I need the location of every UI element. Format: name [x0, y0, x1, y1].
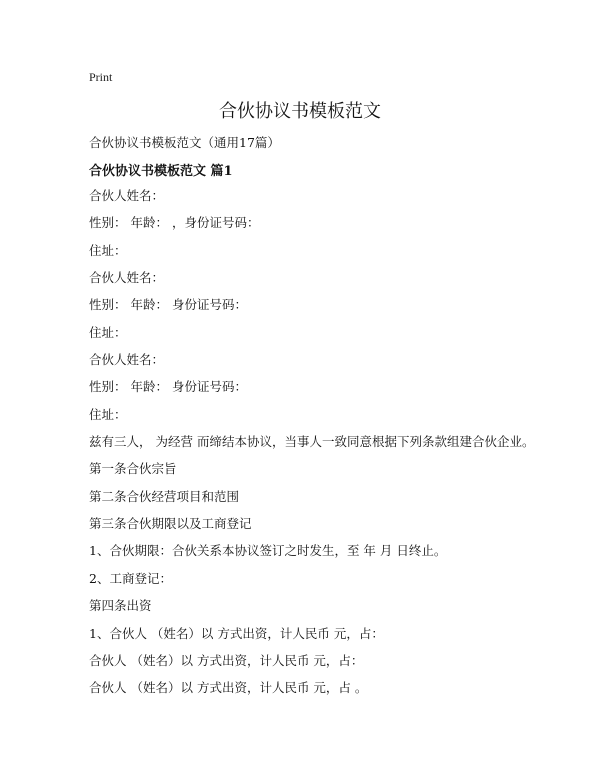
body-line: 合伙人姓名：	[89, 352, 165, 368]
body-line: 合伙人 （姓名）以 方式出资，计人民币 元，占：	[89, 652, 364, 668]
body-line: 住址：	[89, 242, 127, 258]
body-line: 合伙人姓名：	[89, 270, 165, 286]
body-line: 第二条合伙经营项目和范围	[89, 488, 240, 504]
print-label: Print	[89, 70, 113, 84]
section-heading: 合伙协议书模板范文 篇1	[89, 164, 233, 179]
body-line: 性别： 年龄： 身份证号码：	[89, 379, 247, 395]
document-subtitle: 合伙协议书模板范文（通用17篇）	[89, 135, 280, 150]
body-line: 1、合伙人 （姓名）以 方式出资，计人民币 元，占：	[89, 625, 384, 641]
body-line: 性别： 年龄： ，身份证号码：	[89, 215, 260, 231]
body-line: 性别： 年龄： 身份证号码：	[89, 297, 247, 313]
body-line: 住址：	[89, 406, 127, 422]
body-line: 合伙人姓名：	[89, 188, 165, 203]
body-line: 第一条合伙宗旨	[89, 461, 177, 477]
body-line: 合伙人 （姓名）以 方式出资，计人民币 元，占 。	[89, 680, 368, 696]
document-title: 合伙协议书模板范文	[219, 101, 381, 122]
body-line: 第四条出资	[89, 598, 152, 614]
body-line: 兹有三人， 为经营 而缔结本协议，当事人一致同意根据下列条款组建合伙企业。	[89, 434, 535, 450]
body-line: 2、工商登记：	[89, 570, 172, 586]
body-line: 住址：	[89, 324, 127, 340]
body-line: 第三条合伙期限以及工商登记	[89, 516, 252, 532]
body-line: 1、合伙期限：合伙关系本协议签订之时发生，至 年 月 日终止。	[89, 543, 447, 559]
document-body	[89, 188, 534, 708]
